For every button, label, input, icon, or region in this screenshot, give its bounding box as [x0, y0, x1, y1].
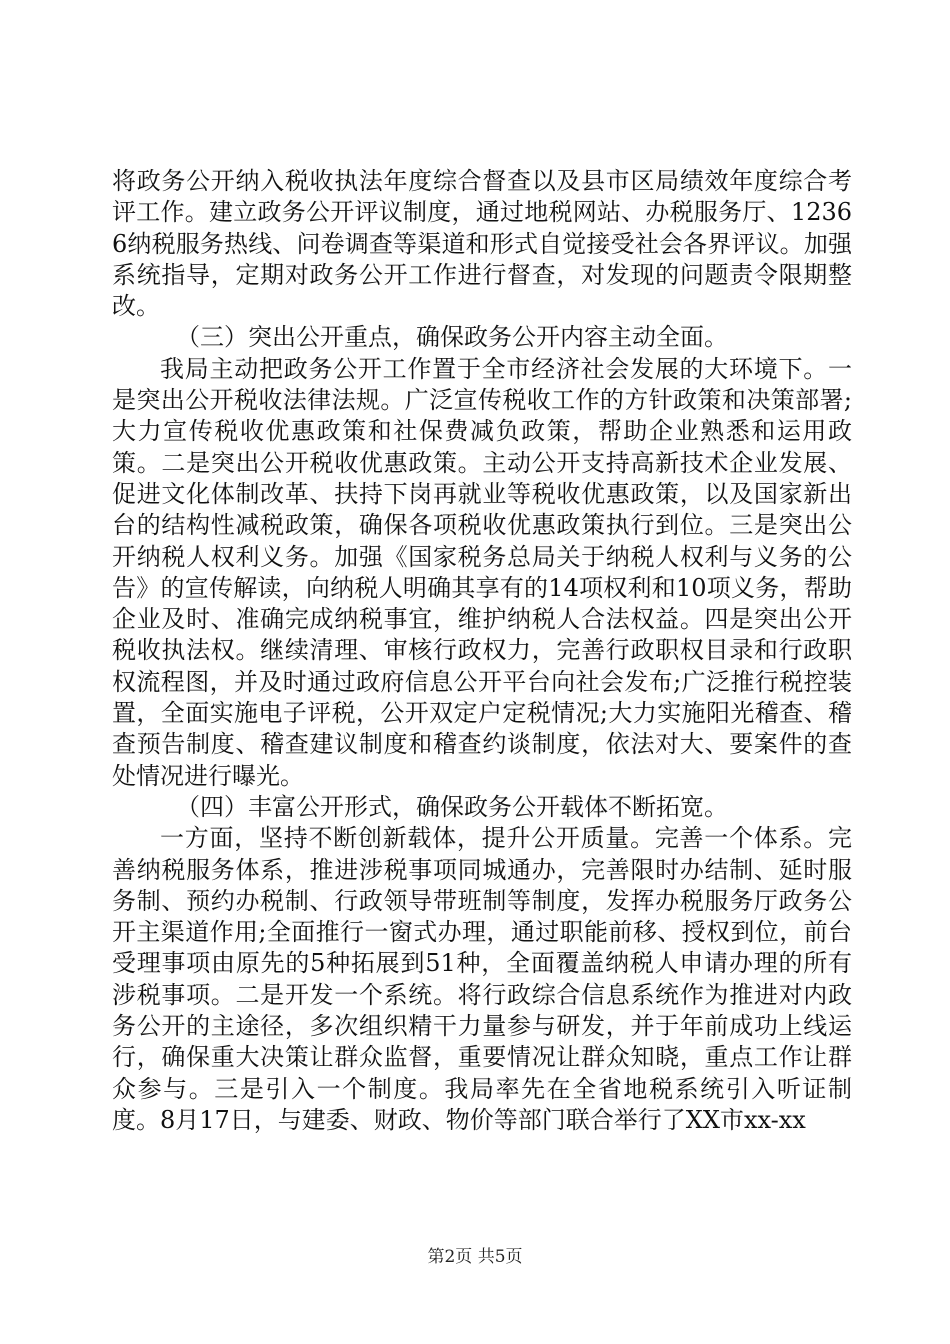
paragraph-section-4: 一方面，坚持不断创新载体，提升公开质量。完善一个体系。完善纳税服务体系，推进涉税事项同城通办，完善限时办结制、延时服务制、预约办税制、行政领导带班制等制度，发挥办税服务厅政务公开主渠道作用;全面推行一窗式办理，通过职能前移、授权到位，前台受理事项由原先的5种拓展到51种，全面覆盖纳税人申请办理的所有涉税事项。二是开发一个系统。将行政综合信息系统作为推进对内政务公开的主途径，多次组织精干力量参与研发，并于年前成功上线运行，确保重大决策让群众监督，重要情况让群众知晓，重点工作让群众参与。三是引入一个制度。我局率先在全省地税系统引入听证制度。8月17日，与建委、财政、物价等部门联合举行了XX市xx-xx: [112, 824, 852, 1134]
page-footer: 第2页 共5页: [427, 1247, 523, 1267]
document-body: [112, 166, 852, 1136]
paragraph-section-3: 我局主动把政务公开工作置于全市经济社会发展的大环境下。一是突出公开税收法律法规。广泛宣传税收工作的方针政策和决策部署;大力宣传税收优惠政策和社保费减负政策，帮助企业熟悉和运用政策。二是突出公开税收优惠政策。主动公开支持高新技术企业发展、促进文化体制改革、扶持下岗再就业等税收优惠政策，以及国家新出台的结构性减税政策，确保各项税收优惠政策执行到位。三是突出公开纳税人权利义务。加强《国家税务总局关于纳税人权利与义务的公告》的宣传解读，向纳税人明确其享有的14项权利和10项义务，帮助企业及时、准确完成纳税事宜，维护纳税人合法权益。四是突出公开税收执法权。继续清理、审核行政权力，完善行政职权目录和行政职权流程图，并及时通过政府信息公开平台向社会发布;广泛推行税控装置，全面实施电子评税，公开双定户定税情况;大力实施阳光稽查、稽查预告制度、稽查建议制度和稽查约谈制度，依法对大、要案件的查处情况进行曝光。: [112, 354, 852, 790]
section-heading-4: （四）丰富公开形式，确保政务公开载体不断拓宽。: [176, 792, 728, 821]
paragraph-continuation: 将政务公开纳入税收执法年度综合督查以及县市区局绩效年度综合考评工作。建立政务公开评议制度，通过地税网站、办税服务厅、12366纳税服务热线、问卷调查等渠道和形式自觉接受社会各界评议。加强系统指导，定期对政务公开工作进行督查，对发现的问题责令限期整改。: [112, 167, 852, 321]
section-heading-3: （三）突出公开重点，确保政务公开内容主动全面。: [176, 323, 728, 352]
